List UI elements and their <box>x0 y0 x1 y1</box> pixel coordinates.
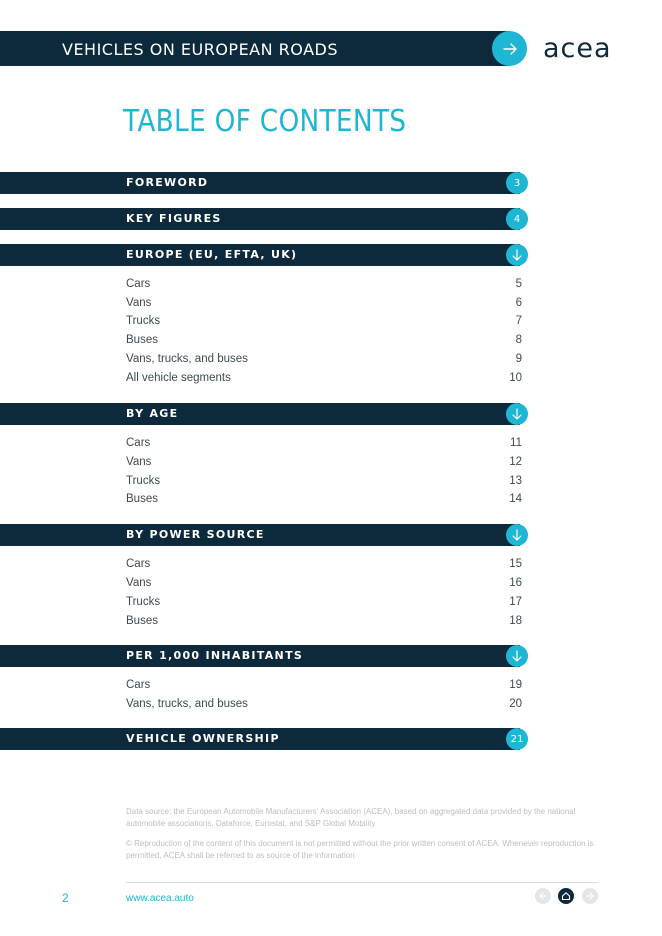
entry-page: 17 <box>509 596 522 608</box>
entry-page: 19 <box>509 679 522 691</box>
section-label: BY POWER SOURCE <box>126 528 265 541</box>
page-title: TABLE OF CONTENTS <box>123 104 407 139</box>
entry-page: 11 <box>510 437 522 449</box>
section-label: VEHICLE OWNERSHIP <box>126 732 280 745</box>
entry-page: 12 <box>509 456 522 468</box>
entry-label: All vehicle segments <box>126 372 231 384</box>
toc-entry[interactable] <box>126 613 522 629</box>
page-badge: 21 <box>506 728 528 750</box>
entry-label: Buses <box>126 493 158 505</box>
toc-entry[interactable] <box>126 575 522 591</box>
previous-page-button[interactable] <box>535 888 551 904</box>
section-label: PER 1,000 INHABITANTS <box>126 649 304 662</box>
home-icon <box>561 891 571 901</box>
section-per-1000-inhabitants[interactable] <box>0 645 520 667</box>
toc-entry[interactable] <box>126 295 522 311</box>
entry-label: Vans, trucks, and buses <box>126 698 248 710</box>
toc-entry[interactable] <box>126 276 522 292</box>
entry-label: Trucks <box>126 475 161 487</box>
entry-page: 8 <box>515 334 522 346</box>
document-title: VEHICLES ON EUROPEAN ROADS <box>62 40 339 59</box>
section-foreword[interactable] <box>0 172 520 194</box>
next-page-button[interactable] <box>582 888 598 904</box>
toc-entry[interactable] <box>126 313 522 329</box>
toc-entry[interactable] <box>126 696 522 712</box>
next-arrow-button[interactable] <box>492 31 527 66</box>
section-by-power-source[interactable] <box>0 524 520 546</box>
entry-page: 20 <box>509 698 522 710</box>
arrow-down-icon <box>506 524 528 546</box>
section-label: EUROPE (EU, EFTA, UK) <box>126 248 298 261</box>
entry-label: Cars <box>126 437 151 449</box>
entry-label: Vans <box>126 456 152 468</box>
entry-label: Trucks <box>126 596 161 608</box>
entry-page: 6 <box>515 297 522 309</box>
entry-label: Cars <box>126 278 151 290</box>
entry-page: 15 <box>509 558 522 570</box>
toc-entry[interactable] <box>126 370 522 386</box>
entry-label: Vans <box>126 297 152 309</box>
entry-label: Vans, trucks, and buses <box>126 353 248 365</box>
acea-logo: acea <box>543 33 612 64</box>
entry-page: 14 <box>509 493 522 505</box>
entry-page: 13 <box>509 475 522 487</box>
arrow-down-icon <box>506 244 528 266</box>
copyright-note: © Reproduction of the content of this document is not permitted without the prior written consent of ACEA. Whenever reproduction is permitted, ACEA shall be referred to as source of the information. <box>126 839 594 860</box>
entry-page: 18 <box>509 615 522 627</box>
toc-entry[interactable] <box>126 351 522 367</box>
toc-entry[interactable] <box>126 677 522 693</box>
footer-divider <box>126 882 598 883</box>
website-link[interactable]: www.acea.auto <box>126 893 194 904</box>
entry-page: 5 <box>515 278 522 290</box>
toc-entry[interactable] <box>126 491 522 507</box>
entry-label: Trucks <box>126 315 161 327</box>
section-label: FOREWORD <box>126 176 209 189</box>
entry-label: Buses <box>126 334 158 346</box>
toc-entry[interactable] <box>126 594 522 610</box>
arrow-right-icon <box>585 891 595 901</box>
data-source-note: Data source: the European Automobile Manufacturers' Association (ACEA), based on aggregated data provided by the national automobile associations, Dataforce, Eurostat, and S&P Global Mobility. <box>126 807 576 828</box>
toc-entry[interactable] <box>126 556 522 572</box>
toc-entry[interactable] <box>126 332 522 348</box>
arrow-left-icon <box>538 891 548 901</box>
section-label: BY AGE <box>126 407 179 420</box>
entry-page: 10 <box>509 372 522 384</box>
page-number: 2 <box>62 891 69 905</box>
entry-page: 7 <box>515 315 522 327</box>
home-button[interactable] <box>558 888 574 904</box>
toc-entry[interactable] <box>126 435 522 451</box>
section-by-age[interactable] <box>0 403 520 425</box>
page-badge: 3 <box>506 172 528 194</box>
arrow-right-icon <box>501 40 519 58</box>
entry-label: Cars <box>126 558 151 570</box>
section-label: KEY FIGURES <box>126 212 222 225</box>
toc-entry[interactable] <box>126 473 522 489</box>
entry-page: 16 <box>509 577 522 589</box>
section-key-figures[interactable] <box>0 208 520 230</box>
entry-label: Cars <box>126 679 151 691</box>
entry-page: 9 <box>515 353 522 365</box>
arrow-down-icon <box>506 403 528 425</box>
entry-label: Buses <box>126 615 158 627</box>
page-badge: 4 <box>506 208 528 230</box>
section-vehicle-ownership[interactable] <box>0 728 524 750</box>
toc-entry[interactable] <box>126 454 522 470</box>
arrow-down-icon <box>506 645 528 667</box>
section-europe[interactable] <box>0 244 520 266</box>
entry-label: Vans <box>126 577 152 589</box>
